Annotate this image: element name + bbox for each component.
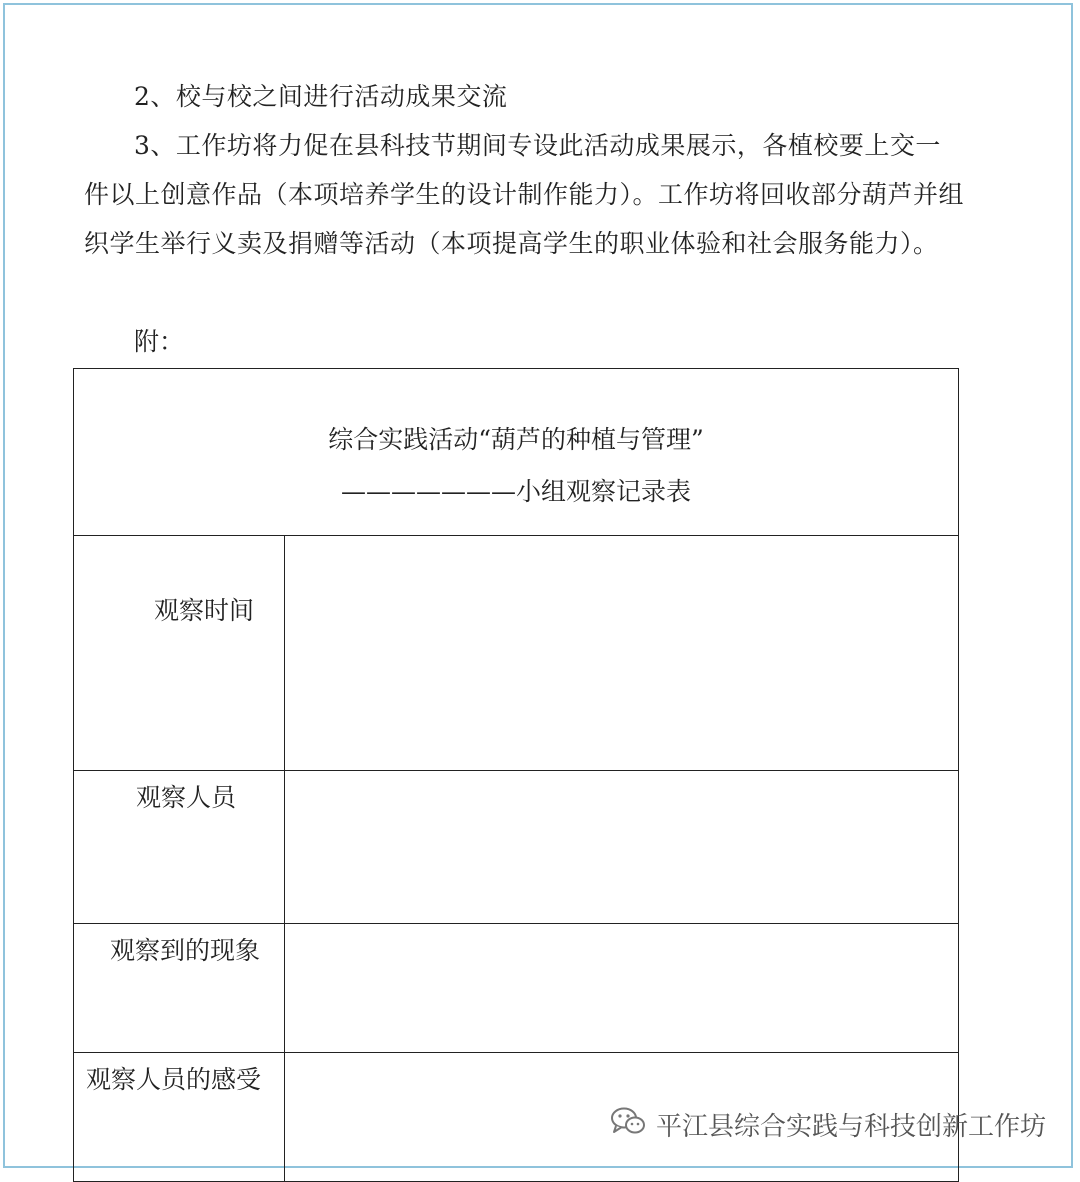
row-label-observation-time: 观察时间 [154,596,255,625]
paragraph-3: 3、工作坊将力促在县科技节期间专设此活动成果展示，各植校要上交一件以上创意作品（本项培养学生的设计制作能力）。工作坊将回收部分葫芦并组织学生举行义卖及捐赠等活动（本项提高学生的职业体验和社会服务能力）。 [84,131,965,258]
row-label-cell [74,924,285,1053]
phenomena-field[interactable] [285,924,959,1053]
observers-field[interactable] [285,771,959,924]
row-label-observers: 观察人员 [136,783,237,812]
watermark-footer [610,1106,1046,1143]
table-row [74,536,959,771]
table-row [74,771,959,924]
observation-record-table [73,368,959,1182]
table-subtitle: ———————小组观察记录表 [341,477,692,506]
table-title-cell [74,369,959,536]
wechat-icon [610,1106,646,1143]
row-label-cell [74,771,285,924]
table-row [74,924,959,1053]
observation-time-field[interactable] [285,536,959,771]
account-name: 平江县综合实践与科技创新工作坊 [655,1112,1046,1142]
row-label-phenomena: 观察到的现象 [110,936,261,965]
row-label-cell [74,536,285,771]
table-title: 综合实践活动“葫芦的种植与管理” [328,425,704,454]
row-label-feelings: 观察人员的感受 [86,1065,262,1094]
paragraph-2: 2、校与校之间进行活动成果交流 [134,82,508,111]
row-label-cell [74,1053,285,1182]
attachment-label: 附： [134,327,185,356]
